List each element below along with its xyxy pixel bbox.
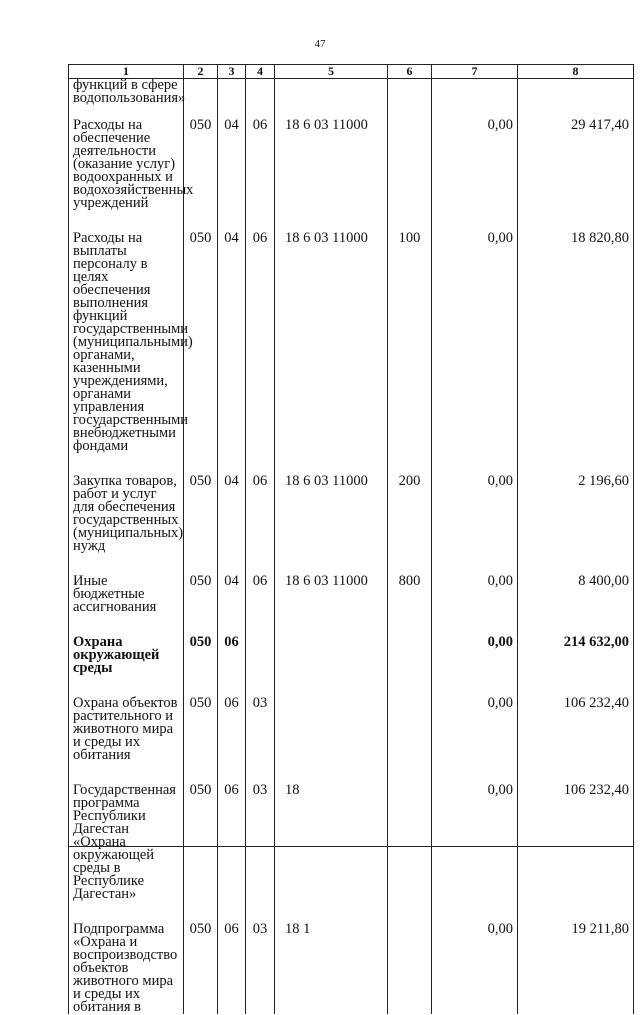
row-subsection-cell: 03: [246, 697, 275, 784]
row-section-cell: 04: [218, 232, 246, 475]
row-name-cell: Охрана окружающей среды: [69, 636, 184, 697]
row-amount-a-cell: 0,00: [432, 697, 518, 784]
row-amount-b-cell: 18 820,80: [518, 232, 634, 475]
row-name-cell: Охрана объектов растительного и животного мира и среды их обитания: [69, 697, 184, 784]
budget-table: [68, 64, 634, 1014]
row-amount-b-cell: 19 211,80: [518, 923, 634, 1014]
row-subsection-cell: [246, 79, 275, 120]
row-name-cell: функций в сфере водопользования»: [69, 79, 184, 120]
row-section-cell: 04: [218, 575, 246, 636]
row-amount-a-cell: 0,00: [432, 232, 518, 475]
column-header: 3: [218, 65, 246, 79]
row-admin-code-cell: 050: [184, 475, 218, 575]
column-header: 5: [275, 65, 388, 79]
column-header: 1: [69, 65, 184, 79]
column-header: 6: [388, 65, 432, 79]
column-header: 7: [432, 65, 518, 79]
row-name-cell: Иные бюджетные ассигнования: [69, 575, 184, 636]
row-subsection-cell: 06: [246, 475, 275, 575]
row-admin-code-cell: [184, 79, 218, 120]
row-expense-type-cell: 200: [388, 475, 432, 575]
row-admin-code-cell: 050: [184, 119, 218, 232]
row-subsection-cell: 06: [246, 575, 275, 636]
row-target-article-cell: [275, 697, 388, 784]
row-expense-type-cell: [388, 119, 432, 232]
table-row: [69, 923, 634, 1014]
row-name-cell: Расходы на обеспечение деятельности (оказание услуг) водоохранных и водохозяйственных учреждений: [69, 119, 184, 232]
row-target-article-cell: [275, 636, 388, 697]
row-amount-a-cell: 0,00: [432, 636, 518, 697]
row-admin-code-cell: 050: [184, 923, 218, 1014]
row-expense-type-cell: [388, 79, 432, 120]
row-target-article-cell: 18 6 03 11000: [275, 575, 388, 636]
row-subsection-cell: 03: [246, 784, 275, 923]
row-amount-a-cell: 0,00: [432, 119, 518, 232]
row-admin-code-cell: 050: [184, 697, 218, 784]
table-row: [69, 119, 634, 232]
row-section-cell: 06: [218, 697, 246, 784]
table-row: [69, 636, 634, 697]
table-body: [69, 79, 634, 1015]
table-row: [69, 475, 634, 575]
row-target-article-cell: 18 6 03 11000: [275, 475, 388, 575]
row-expense-type-cell: [388, 784, 432, 923]
page-number: 47: [314, 38, 326, 50]
row-amount-b-cell: [518, 79, 634, 120]
row-amount-a-cell: [432, 79, 518, 120]
row-amount-b-cell: 2 196,60: [518, 475, 634, 575]
row-section-cell: 06: [218, 923, 246, 1014]
row-section-cell: 06: [218, 636, 246, 697]
row-amount-b-cell: 106 232,40: [518, 784, 634, 923]
column-header: 8: [518, 65, 634, 79]
row-section-cell: 04: [218, 119, 246, 232]
row-subsection-cell: 03: [246, 923, 275, 1014]
column-header: 4: [246, 65, 275, 79]
row-expense-type-cell: [388, 636, 432, 697]
row-amount-b-cell: 8 400,00: [518, 575, 634, 636]
row-name-cell: Расходы на выплаты персоналу в целях обеспечения выполнения функций государственными (муниципальными) органами, казенными учреждениями, органами управления государственными внебюджетными фондами: [69, 232, 184, 475]
row-admin-code-cell: 050: [184, 232, 218, 475]
row-target-article-cell: 18: [275, 784, 388, 923]
row-subsection-cell: 06: [246, 119, 275, 232]
column-header: 2: [184, 65, 218, 79]
row-name-cell: Государственная программа Республики Дагестан «Охрана окружающей среды в Республике Дагестан»: [69, 784, 184, 923]
row-amount-a-cell: 0,00: [432, 923, 518, 1014]
row-subsection-cell: 06: [246, 232, 275, 475]
row-admin-code-cell: 050: [184, 636, 218, 697]
row-target-article-cell: 18 6 03 11000: [275, 232, 388, 475]
row-section-cell: [218, 79, 246, 120]
row-amount-b-cell: 214 632,00: [518, 636, 634, 697]
row-section-cell: 06: [218, 784, 246, 923]
row-amount-b-cell: 106 232,40: [518, 697, 634, 784]
row-amount-a-cell: 0,00: [432, 575, 518, 636]
table-bottom-rule: [68, 846, 633, 847]
table-row: [69, 232, 634, 475]
row-subsection-cell: [246, 636, 275, 697]
table-row: [69, 697, 634, 784]
row-section-cell: 04: [218, 475, 246, 575]
row-amount-a-cell: 0,00: [432, 475, 518, 575]
table-row: [69, 79, 634, 120]
row-name-cell: Подпрограмма «Охрана и воспроизводство объектов животного мира и среды их обитания в: [69, 923, 184, 1014]
row-expense-type-cell: 100: [388, 232, 432, 475]
row-expense-type-cell: [388, 923, 432, 1014]
row-amount-b-cell: 29 417,40: [518, 119, 634, 232]
table-row: [69, 575, 634, 636]
row-admin-code-cell: 050: [184, 575, 218, 636]
row-target-article-cell: [275, 79, 388, 120]
row-target-article-cell: 18 6 03 11000: [275, 119, 388, 232]
table-row: [69, 784, 634, 923]
row-expense-type-cell: [388, 697, 432, 784]
row-target-article-cell: 18 1: [275, 923, 388, 1014]
row-amount-a-cell: 0,00: [432, 784, 518, 923]
row-name-cell: Закупка товаров, работ и услуг для обеспечения государственных (муниципальных) нужд: [69, 475, 184, 575]
row-admin-code-cell: 050: [184, 784, 218, 923]
row-expense-type-cell: 800: [388, 575, 432, 636]
